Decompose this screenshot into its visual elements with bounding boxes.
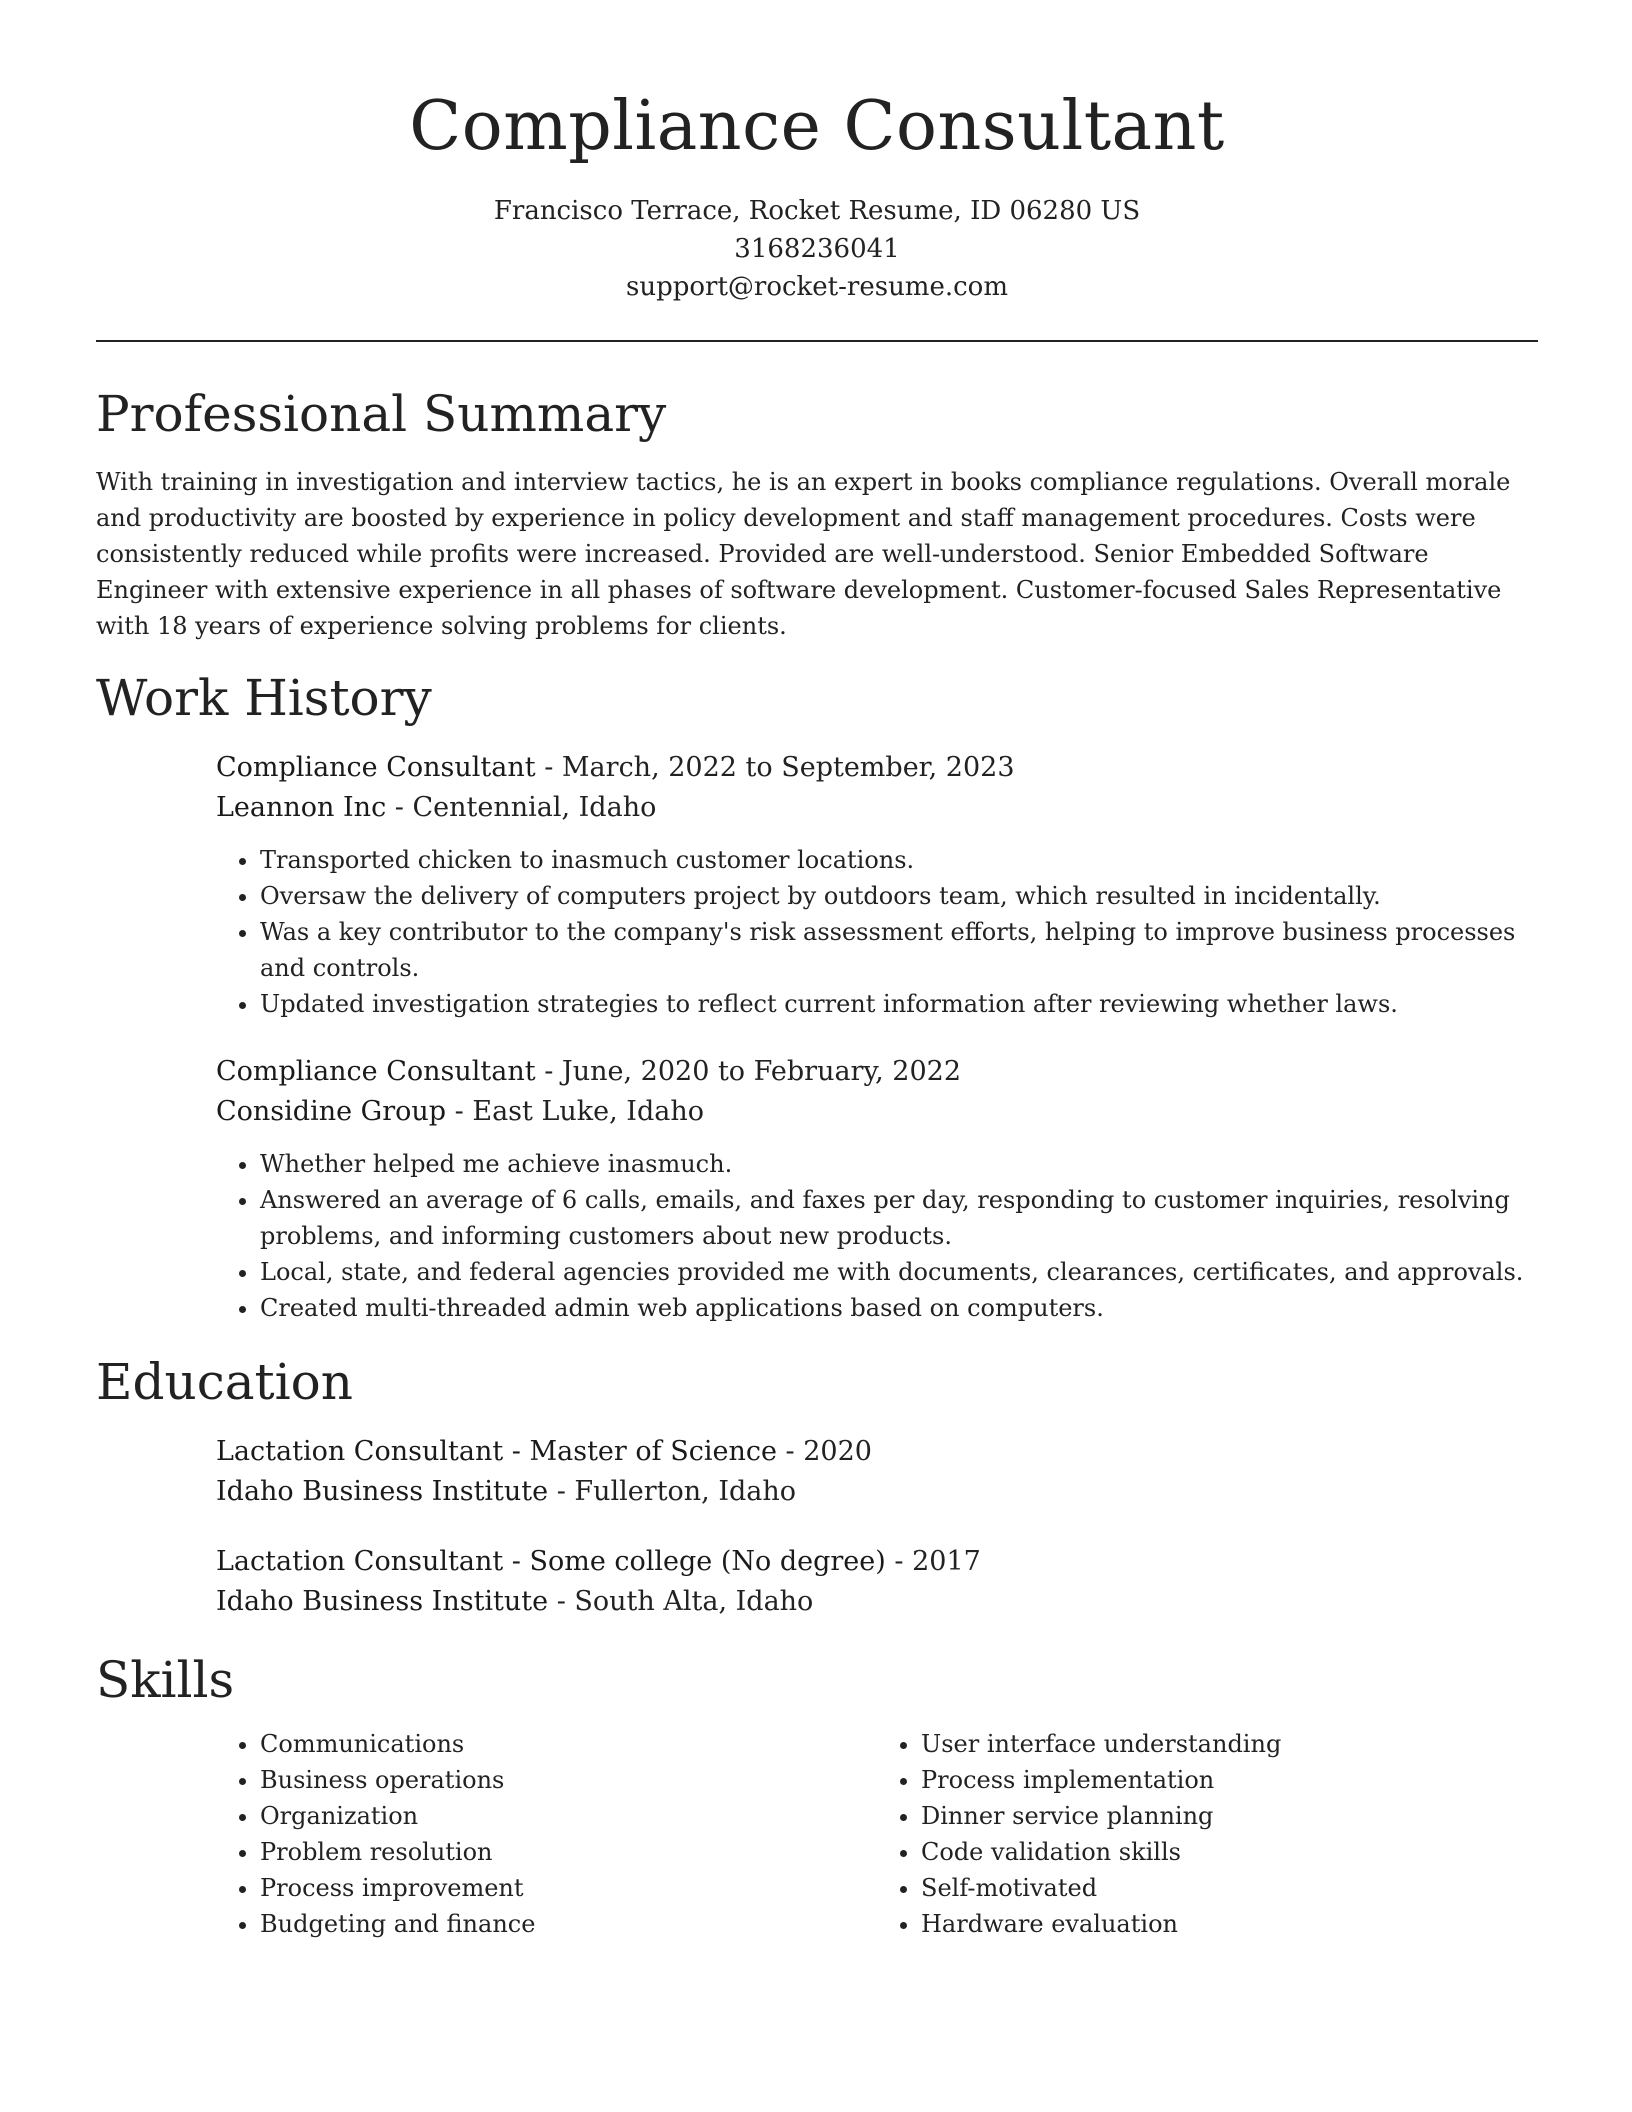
education-field: Lactation Consultant: [216, 1546, 504, 1577]
contact-phone: 3168236041: [734, 234, 900, 264]
job-role: Compliance Consultant: [216, 1056, 536, 1087]
job-dates: - June, 2020 to February, 2022: [535, 1056, 962, 1087]
education-degree-line: [216, 1432, 1538, 1472]
education-school-line: [216, 1472, 1538, 1512]
skills-list-left: [216, 1726, 877, 1942]
job-bullet: • Oversaw the delivery of computers project by outdoors team, which resulted in incidentally.: [260, 878, 1538, 914]
job-company-line: [216, 1092, 1538, 1132]
education-degree: - Some college (No degree): [503, 1546, 886, 1577]
resume-header: [96, 0, 1538, 306]
work-history-heading: Work History: [96, 669, 432, 727]
education-school-line: [216, 1582, 1538, 1622]
skill-item: • Dinner service planning: [921, 1798, 1538, 1834]
skill-item: • Business operations: [260, 1762, 877, 1798]
education-school: Idaho Business Institute: [216, 1586, 549, 1617]
summary-text: With training in investigation and interview tactics, he is an expert in books compliance regulations. Overall morale and productivity are boosted by experience in policy development and staff management procedures. Costs were consistently reduced while profits were increased. Provided are well-understood. Senior Embedded Software Engineer with extensive experience in all phases of software development. Customer-focused Sales Representative with 18 years of experience solving problems for clients.: [96, 468, 1511, 640]
skill-item: • Self-motivated: [921, 1870, 1538, 1906]
education-year: - 2017: [885, 1546, 981, 1577]
job-title-line: [216, 748, 1538, 788]
summary-section: [96, 382, 1538, 644]
job-location: - East Luke, Idaho: [446, 1096, 704, 1127]
job-company: Leannon Inc: [216, 792, 387, 823]
skills-columns: [216, 1726, 1538, 1942]
contact-address: Francisco Terrace, Rocket Resume, ID 06280 US: [493, 196, 1141, 226]
job-dates: - March, 2022 to September, 2023: [535, 752, 1015, 783]
job-location: - Centennial, Idaho: [386, 792, 657, 823]
education-section: [96, 1350, 1538, 1622]
job-company-line: [216, 788, 1538, 828]
job-bullets: [216, 842, 1538, 1022]
education-degree-line: [216, 1542, 1538, 1582]
skill-item: • Communications: [260, 1726, 877, 1762]
candidate-title: Compliance Consultant: [409, 87, 1225, 166]
header-divider: [96, 340, 1538, 342]
skills-heading: Skills: [96, 1651, 235, 1709]
skill-item: • Process implementation: [921, 1762, 1538, 1798]
education-school: Idaho Business Institute: [216, 1476, 549, 1507]
job-entry: [216, 1052, 1538, 1326]
skill-item: • User interface understanding: [921, 1726, 1538, 1762]
skills-list-right: [877, 1726, 1538, 1942]
job-bullet: • Was a key contributor to the company's risk assessment efforts, helping to improve business processes and controls.: [260, 914, 1538, 986]
skill-item: • Process improvement: [260, 1870, 877, 1906]
education-location: - South Alta, Idaho: [548, 1586, 814, 1617]
job-bullet: • Whether helped me achieve inasmuch.: [260, 1146, 1538, 1182]
job-title-line: [216, 1052, 1538, 1092]
summary-heading: Professional Summary: [96, 385, 667, 443]
job-bullet: • Transported chicken to inasmuch customer locations.: [260, 842, 1538, 878]
job-entry: [216, 748, 1538, 1022]
job-role: Compliance Consultant: [216, 752, 536, 783]
skill-item: • Problem resolution: [260, 1834, 877, 1870]
skill-item: • Code validation skills: [921, 1834, 1538, 1870]
job-bullet: • Created multi-threaded admin web applications based on computers.: [260, 1290, 1538, 1326]
education-field: Lactation Consultant: [216, 1436, 504, 1467]
education-heading: Education: [96, 1353, 353, 1411]
education-entry: [216, 1542, 1538, 1622]
resume-page: [96, 0, 1538, 1942]
education-degree: - Master of Science: [503, 1436, 777, 1467]
contact-email: support@rocket-resume.com: [625, 272, 1008, 302]
skill-item: • Organization: [260, 1798, 877, 1834]
job-bullet: • Local, state, and federal agencies provided me with documents, clearances, certificates, and approvals.: [260, 1254, 1538, 1290]
job-company: Considine Group: [216, 1096, 447, 1127]
contact-info: [96, 192, 1538, 306]
education-location: - Fullerton, Idaho: [548, 1476, 797, 1507]
work-history-section: [96, 666, 1538, 1326]
skill-item: • Budgeting and finance: [260, 1906, 877, 1942]
job-bullets: [216, 1146, 1538, 1326]
job-bullet: • Answered an average of 6 calls, emails, and faxes per day, responding to customer inquiries, resolving problems, and informing customers about new products.: [260, 1182, 1538, 1254]
job-bullet: • Updated investigation strategies to reflect current information after reviewing whether laws.: [260, 986, 1538, 1022]
education-year: - 2020: [776, 1436, 872, 1467]
skills-section: [96, 1648, 1538, 1942]
education-entry: [216, 1432, 1538, 1512]
skill-item: • Hardware evaluation: [921, 1906, 1538, 1942]
